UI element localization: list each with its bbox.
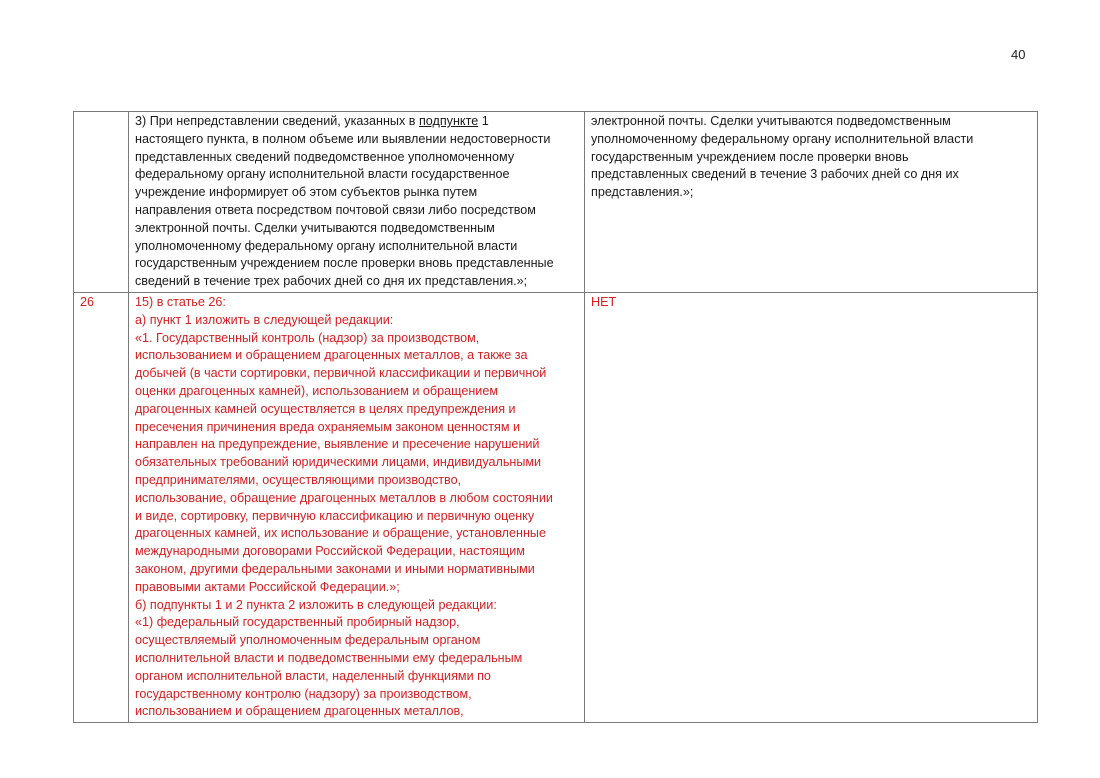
no-change-label: НЕТ xyxy=(591,294,617,309)
text-line: международными договорами Российской Федерации, настоящим xyxy=(135,544,525,559)
text-line: «1) федеральный государственный пробирный надзор, xyxy=(135,615,460,630)
text-line: представления.»; xyxy=(591,185,694,200)
text-line xyxy=(135,273,578,291)
text-line: и виде, сортировку, первичную классификацию и первичную оценку xyxy=(135,508,535,523)
article-cell: 26 xyxy=(74,292,129,722)
text-line xyxy=(135,202,578,220)
text-segment: 3) При непредставлении сведений, указанных в xyxy=(135,114,419,128)
subpoint-link[interactable]: подпункте xyxy=(418,114,479,128)
text-line: 15) в статье 26: xyxy=(135,294,226,309)
text-line: органом исполнительной власти, наделенный функциями по xyxy=(135,668,491,683)
text-line: представленных сведений в течение 3 рабочих дней со дня их xyxy=(591,167,959,182)
text-line: драгоценных камней, их использование и обращение, установленные xyxy=(135,526,546,541)
article-cell xyxy=(74,112,129,293)
page-number: 40 xyxy=(1011,47,1026,62)
text-line: электронной почты. Сделки учитываются подведомственным xyxy=(591,114,951,128)
text-line: направлен на предупреждение, выявление и пресечение нарушений xyxy=(135,437,540,452)
text-line: оценки драгоценных камней), использованием и обращением xyxy=(135,383,498,398)
text-line: исполнительной власти и подведомственными ему федеральным xyxy=(135,650,523,665)
text-segment: 1 xyxy=(478,114,489,128)
text-segment: федеральному органу исполнительной власти государственное xyxy=(135,167,510,182)
text-line: государственным учреждением после проверки вновь xyxy=(591,149,909,164)
text-line: государственному контролю (надзору) за производством, xyxy=(135,686,472,701)
text-segment: сведений в течение трех рабочих дней со дня их представления.»; xyxy=(135,274,528,289)
text-segment: государственным учреждением после проверки вновь представленные xyxy=(135,256,554,271)
text-line xyxy=(135,166,578,184)
text-line: использованием и обращением драгоценных металлов, xyxy=(135,704,464,719)
text-line: «1. Государственный контроль (надзор) за производством, xyxy=(135,330,480,345)
text-line: законом, другими федеральными законами и иными нормативными xyxy=(135,561,535,576)
text-segment: учреждение информирует об этом субъектов рынка путем xyxy=(135,185,478,200)
comparison-table xyxy=(73,111,1038,723)
table-row xyxy=(74,292,1038,722)
text-line: а) пункт 1 изложить в следующей редакции: xyxy=(135,312,394,327)
text-line xyxy=(135,238,578,256)
text-line: использование, обращение драгоценных металлов в любом состоянии xyxy=(135,490,553,505)
text-line xyxy=(135,184,578,202)
text-line xyxy=(135,131,578,149)
text-line: добычей (в части сортировки, первичной классификации и первичной xyxy=(135,366,547,381)
text-line xyxy=(135,220,578,238)
text-segment: уполномоченному федеральному органу исполнительной власти xyxy=(135,238,518,253)
text-line: драгоценных камней осуществляется в целях предупреждения и xyxy=(135,401,516,416)
text-line: пресечения причинения вреда охраняемым законом ценностям и xyxy=(135,419,521,434)
text-line: осуществляемый уполномоченным федеральным органом xyxy=(135,633,481,648)
current-text-cell xyxy=(585,112,1038,293)
text-line: уполномоченному федеральному органу исполнительной власти xyxy=(591,131,974,146)
text-segment: электронной почты. Сделки учитываются подведомственным xyxy=(135,220,495,235)
text-line xyxy=(135,113,578,131)
text-line: предпринимателями, осуществляющими производство, xyxy=(135,472,462,487)
new-text-cell xyxy=(129,112,585,293)
current-text-cell xyxy=(585,292,1038,722)
table-row xyxy=(74,112,1038,293)
text-line: обязательных требований юридическими лицами, индивидуальными xyxy=(135,455,542,470)
text-line: использованием и обращением драгоценных металлов, а также за xyxy=(135,348,528,363)
text-segment: направления ответа посредством почтовой связи либо посредством xyxy=(135,202,536,217)
text-line: правовыми актами Российской Федерации.»; xyxy=(135,579,400,594)
text-line: б) подпункты 1 и 2 пункта 2 изложить в следующей редакции: xyxy=(135,597,497,612)
new-text-cell xyxy=(129,292,585,722)
text-segment: настоящего пункта, в полном объеме или выявлении недостоверности xyxy=(135,131,551,146)
text-line xyxy=(135,149,578,167)
text-segment: представленных сведений подведомственное уполномоченному xyxy=(135,149,515,164)
text-line xyxy=(135,255,578,273)
